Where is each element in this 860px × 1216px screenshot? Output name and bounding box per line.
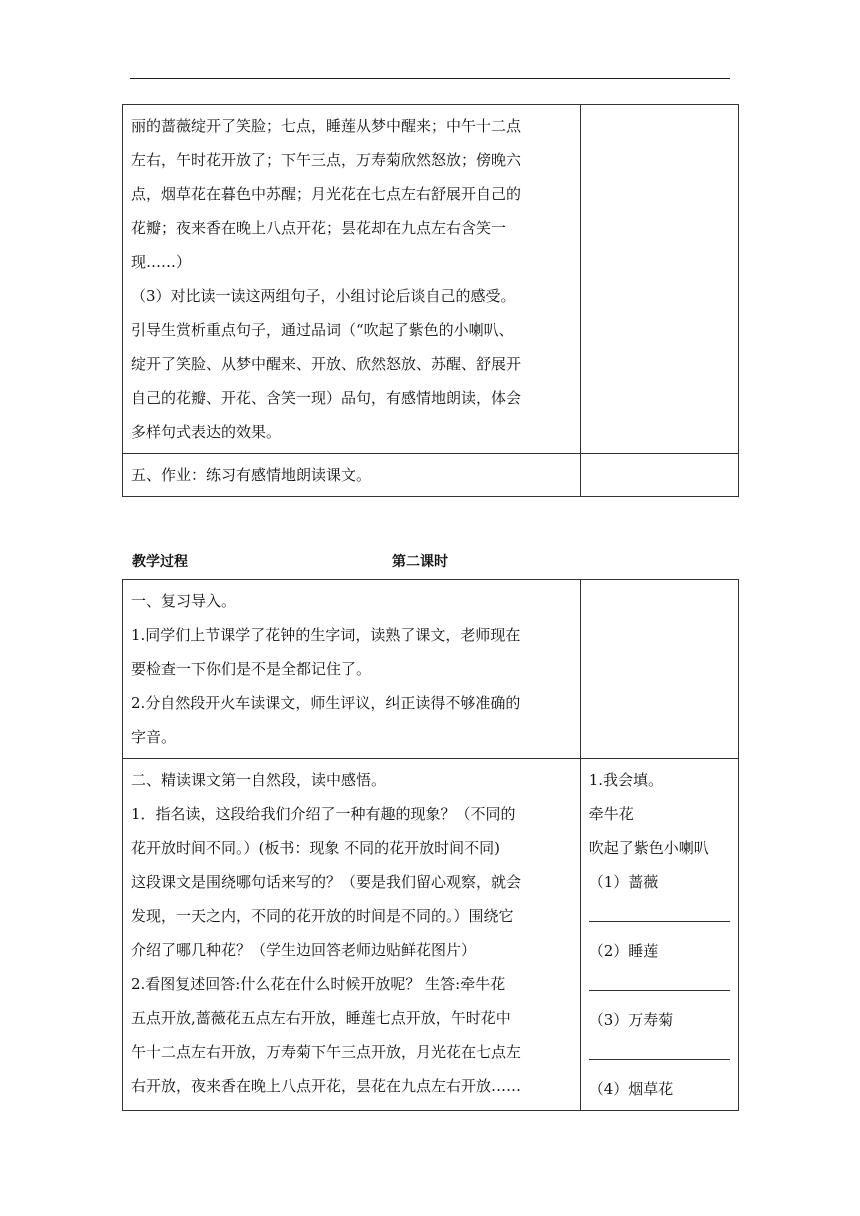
table-row — [123, 580, 739, 759]
table-cell-side — [580, 105, 738, 454]
table-cell-main — [123, 454, 581, 497]
table-row — [123, 454, 739, 497]
text-line: 要检查一下你们是不是全都记住了。 — [131, 660, 372, 678]
text-line: 午十二点左右开放，万寿菊下午三点开放，月光花在七点左 — [131, 1043, 522, 1061]
table-cell-side — [580, 759, 738, 1111]
text-line: 丽的蔷薇绽开了笑脸；七点，睡莲从梦中醒来；中午十二点 — [131, 117, 522, 135]
text-line: 二、精读课文第一自然段，读中感悟。 — [131, 771, 387, 789]
homework-text: 五、作业：练习有感情地朗读课文。 — [131, 466, 372, 484]
fill-item: （3）万寿菊 — [588, 1011, 674, 1029]
text-line: 1.同学们上节课学了花钟的生字词，读熟了课文，老师现在 — [131, 626, 521, 644]
lesson-table-2 — [122, 579, 739, 1111]
table-cell-main — [123, 580, 581, 759]
text-line: 现……） — [131, 253, 192, 271]
header-rule — [130, 78, 730, 79]
section-heading-period: 第二课时 — [392, 554, 448, 570]
text-line: 花瓣；夜来香在晚上八点开花；昙花却在九点左右含笑一 — [131, 219, 507, 237]
text-line: 发现，一天之内，不同的花开放的时间是不同的。）围绕它 — [131, 907, 514, 925]
lesson-table-1 — [122, 104, 739, 497]
example-answer: 吹起了紫色小喇叭 — [588, 839, 709, 857]
fill-blank-line — [589, 968, 730, 991]
example-flower: 牵牛花 — [588, 805, 634, 823]
fill-blank-line — [589, 899, 730, 922]
table-row — [123, 759, 739, 1111]
text-line: 2.分自然段开火车读课文，师生评议，纠正读得不够准确的 — [131, 694, 521, 712]
text-line: 五点开放,蔷薇花五点左右开放，睡莲七点开放，午时花中 — [131, 1009, 511, 1027]
text-line: 绽开了笑脸、从梦中醒来、开放、欣然怒放、苏醒、舒展开 — [131, 355, 522, 373]
text-line: 右开放，夜来香在晚上八点开花，昙花在九点左右开放…… — [131, 1077, 522, 1095]
text-line: 引导生赏析重点句子，通过品词（“吹起了紫色的小喇叭、 — [131, 321, 514, 339]
text-line: 左右，午时花开放了；下午三点，万寿菊欣然怒放；傍晚六 — [131, 151, 522, 169]
table-cell-side — [580, 454, 738, 497]
text-line: 多样句式表达的效果。 — [131, 423, 282, 441]
text-line: （3）对比读一读这两组句子，小组讨论后谈自己的感受。 — [131, 287, 516, 305]
text-line: 点，烟草花在暮色中苏醒；月光花在七点左右舒展开自己的 — [131, 185, 522, 203]
fill-item: （1）蔷薇 — [588, 873, 659, 891]
fill-item: （4）烟草花 — [588, 1080, 674, 1098]
text-line: 一、复习导入。 — [131, 592, 237, 610]
table-cell-main — [123, 105, 581, 454]
fill-blank-line — [589, 1037, 730, 1060]
table-row — [123, 105, 739, 454]
text-line: 1．指名读，这段给我们介绍了一种有趣的现象？（不同的 — [131, 805, 516, 823]
fill-item: （2）睡莲 — [588, 942, 659, 960]
table-cell-main — [123, 759, 581, 1111]
text-line: 这段课文是围绕哪句话来写的？（要是我们留心观察，就会 — [131, 873, 522, 891]
section-heading-process: 教学过程 — [132, 554, 188, 570]
text-line: 花开放时间不同。）(板书：现象 不同的花开放时间不同) — [131, 839, 500, 857]
table-cell-side — [580, 580, 738, 759]
text-line: 2.看图复述回答:什么花在什么时候开放呢？ 生答:牵牛花 — [131, 975, 506, 993]
text-line: 字音。 — [131, 728, 177, 746]
exercise-title: 1.我会填。 — [588, 771, 664, 789]
text-line: 介绍了哪几种花？（学生边回答老师边贴鲜花图片） — [131, 941, 477, 959]
text-line: 自己的花瓣、开花、含笑一现）品句，有感情地朗读，体会 — [131, 389, 522, 407]
